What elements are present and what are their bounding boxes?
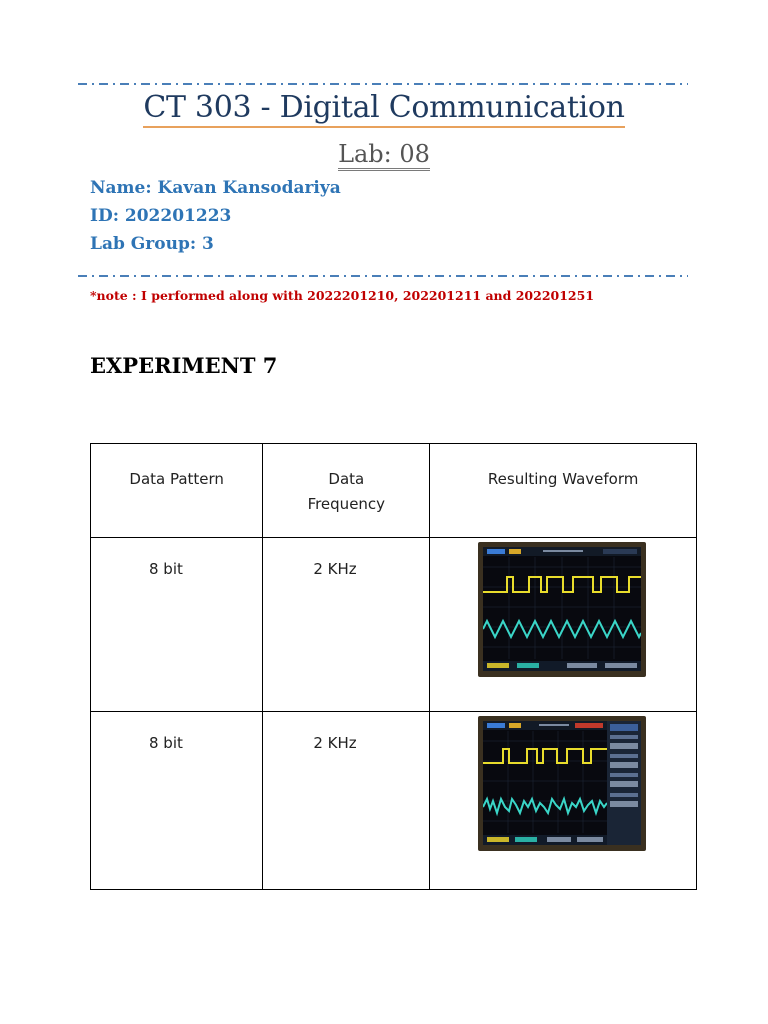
row-1-frequency-cell xyxy=(263,538,430,712)
lab-number xyxy=(0,140,768,168)
row-2-pattern-cell xyxy=(91,712,263,890)
header-label-pattern: Data Pattern xyxy=(129,470,224,488)
row-1-waveform-cell xyxy=(430,538,697,712)
row-2-frequency: 2 KHz xyxy=(313,734,357,752)
oscilloscope-photo-1 xyxy=(478,542,646,677)
student-name: Name: Kavan Kansodariya xyxy=(90,178,341,198)
oscilloscope-screen-2 xyxy=(483,721,641,845)
header-label-waveform: Resulting Waveform xyxy=(487,470,639,488)
document-title xyxy=(0,90,768,125)
oscilloscope-screen-1 xyxy=(483,547,641,671)
table-header-row xyxy=(91,444,697,538)
header-label-frequency: Data Frequency xyxy=(307,470,386,513)
row-1-frequency: 2 KHz xyxy=(313,560,357,578)
header-cell-pattern xyxy=(91,444,263,538)
row-2-frequency-cell xyxy=(263,712,430,890)
bottom-dashed-rule xyxy=(78,275,688,277)
row-2-waveform-cell xyxy=(430,712,697,890)
collaboration-note: *note : I performed along with 2022201210, 202201211 and 202201251 xyxy=(90,288,595,303)
lab-text: Lab: 08 xyxy=(338,140,430,171)
table-row xyxy=(91,712,697,890)
oscilloscope-photo-2 xyxy=(478,716,646,851)
row-2-pattern: 8 bit xyxy=(149,734,183,752)
top-dashed-rule xyxy=(78,83,688,85)
table-row xyxy=(91,538,697,712)
row-1-pattern-cell xyxy=(91,538,263,712)
header-cell-waveform xyxy=(430,444,697,538)
header-cell-frequency xyxy=(263,444,430,538)
experiment-heading: EXPERIMENT 7 xyxy=(90,353,278,378)
student-id: ID: 202201223 xyxy=(90,206,232,226)
row-1-pattern: 8 bit xyxy=(149,560,183,578)
results-table xyxy=(90,443,697,890)
title-text: CT 303 - Digital Communication xyxy=(143,90,624,128)
lab-group: Lab Group: 3 xyxy=(90,234,214,254)
